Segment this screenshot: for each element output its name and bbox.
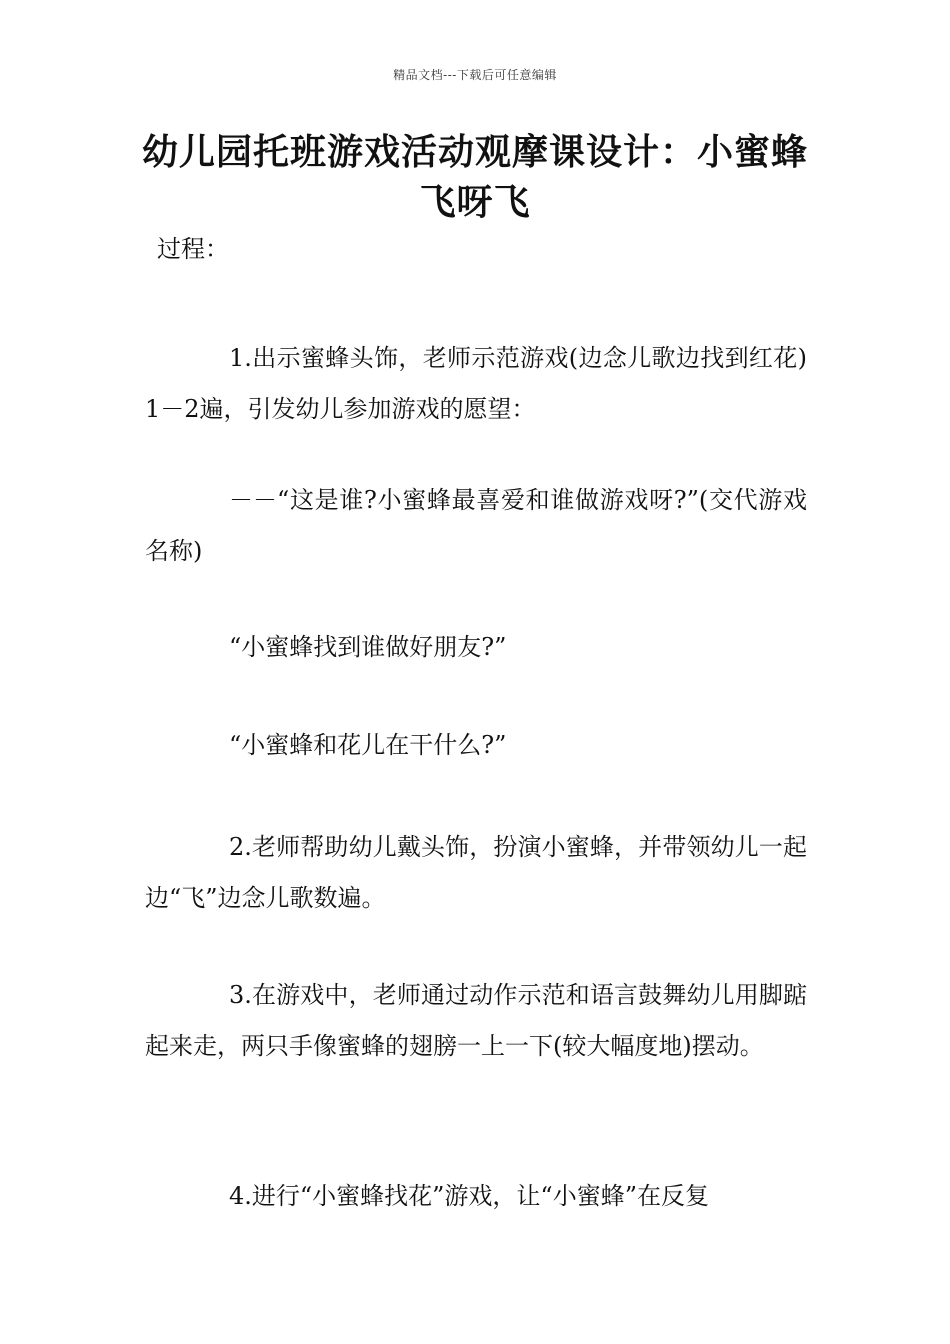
paragraph-step-3: 3.在游戏中，老师通过动作示范和语言鼓舞幼儿用脚踮起来走，两只手像蜜蜂的翅膀一上一下(较大幅度地)摆动。	[145, 981, 807, 1060]
paragraph-question-3: “小蜜蜂和花儿在干什么?”	[229, 731, 507, 759]
paragraph-question-1: －－“这是谁?小蜜蜂最喜爱和谁做游戏呀?”(交代游戏名称)	[145, 486, 807, 565]
paragraph-step-2: 2.老师帮助幼儿戴头饰，扮演小蜜蜂，并带领幼儿一起边“飞”边念儿歌数遍。	[145, 833, 807, 912]
document-title: 幼儿园托班游戏活动观摩课设计：小蜜蜂飞呀飞	[141, 132, 808, 223]
paragraph-step-4: 4.进行“小蜜蜂找花”游戏，让“小蜜蜂”在反复	[229, 1182, 709, 1210]
paragraph-step-1: 1.出示蜜蜂头饰，老师示范游戏(边念儿歌边找到红花)1－2遍，引发幼儿参加游戏的愿望：	[145, 344, 807, 423]
section-label: 过程：	[157, 235, 229, 263]
header-note: 精品文档---下载后可任意编辑	[393, 68, 557, 82]
paragraph-question-2: “小蜜蜂找到谁做好朋友?”	[229, 633, 507, 661]
